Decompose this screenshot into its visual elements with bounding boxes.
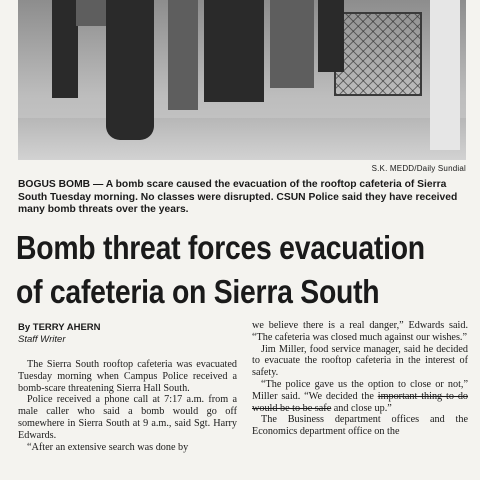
paragraph: Police received a phone call at 7:17 a.m. from a male caller who said a bomb would go off somewhere in Sierra South at 9 a.m., said Sgt. Harry Edwards. — [18, 394, 237, 441]
photo-figure — [52, 0, 78, 98]
photo-fence — [334, 12, 422, 96]
paragraph — [252, 379, 468, 414]
headline-line-2: of cafeteria on Sierra South — [16, 273, 380, 310]
news-photo — [18, 0, 466, 160]
paragraph-text: “The police gave us the option to close or not,” Miller said. “We decided the — [252, 378, 468, 402]
byline-role: Staff Writer — [18, 334, 66, 345]
paragraph: The Sierra South rooftop cafeteria was evacuated Tuesday morning when Campus Police received a bomb-scare threatening Sierra Hall South. — [18, 359, 237, 394]
photo-credit: S.K. MEDD/Daily Sundial — [371, 164, 466, 173]
paragraph: “After an extensive search was done by — [27, 441, 189, 453]
paragraph-text: and close up.” — [331, 402, 392, 414]
paragraph: we believe there is a real danger,” Edwards said. “The cafeteria was closed much against our wishes.” — [252, 320, 468, 343]
photo-figure — [270, 0, 314, 88]
photo-figure — [204, 0, 264, 102]
photo-figure — [106, 0, 154, 140]
paragraph: Jim Miller, food service manager, said he decided to evacuate the rooftop cafeteria in the interest of safety. — [252, 343, 468, 379]
struck-text: important thing to do would be to be safe — [252, 390, 469, 414]
caption-text: A bomb scare caused the evacuation of the rooftop cafeteria of Sierra South Tuesday morning. No classes were disrupted. CSUN Police said they have received many bomb threats over the years. — [18, 179, 458, 216]
byline: By TERRY AHERN — [18, 322, 101, 333]
paragraph: The Business department offices and the Economics department office on the — [252, 414, 468, 438]
photo-ground — [18, 118, 466, 160]
headline — [16, 226, 425, 314]
caption-label: BOGUS BOMB — — [18, 179, 104, 190]
photo-figure — [76, 0, 106, 26]
headline-line-1: Bomb threat forces evacuation — [16, 229, 425, 266]
photo-caption — [18, 179, 468, 217]
photo-figure — [168, 0, 198, 110]
photo-door — [430, 0, 460, 150]
article-column-1 — [18, 359, 237, 453]
photo-figure — [318, 0, 344, 72]
article-column-2 — [252, 320, 468, 438]
